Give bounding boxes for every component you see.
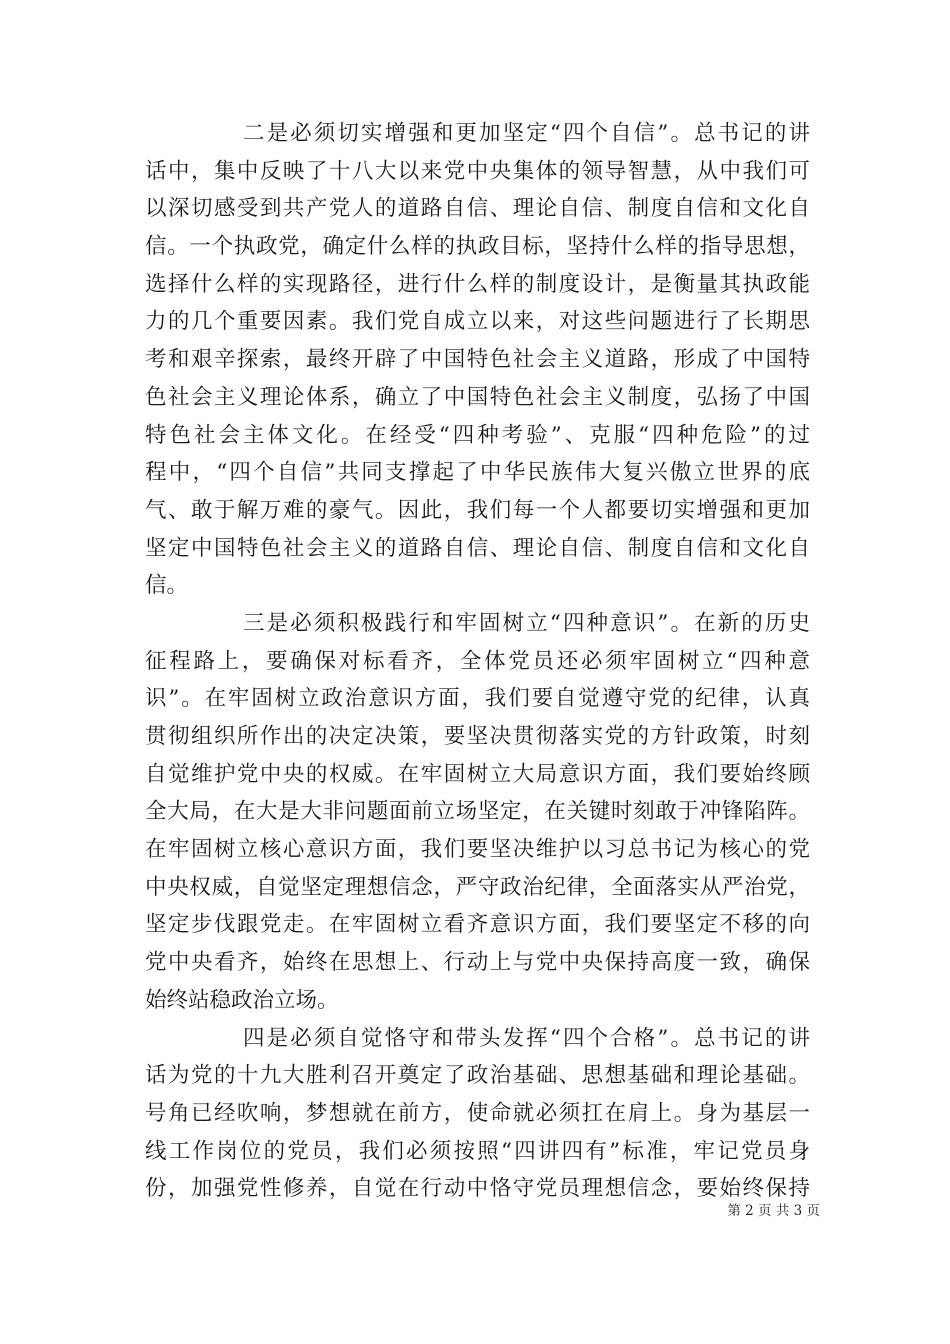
paragraph-list [145, 115, 810, 1208]
text-line: 中央权威，自觉坚定理想信念，严守政治纪律，全面落实从严治党， [145, 874, 810, 900]
text-line: 信。 [145, 573, 189, 599]
text-line: 特色社会主体文化。在经受“四种考验”、克服“四种危险”的过 [145, 422, 810, 448]
paragraph-two [145, 115, 810, 605]
text-line: 号角已经吹响，梦想就在前方，使命就必须扛在肩上。身为基层一 [145, 1100, 810, 1126]
text-line: 三是必须积极践行和牢固树立“四种意识”。在新的历史 [243, 610, 810, 636]
text-line: 色社会主义理论体系，确立了中国特色社会主义制度，弘扬了中国 [145, 384, 810, 410]
text-line: 以深切感受到共产党人的道路自信、理论自信、制度自信和文化自 [145, 196, 810, 222]
text-line: 四是必须自觉恪守和带头发挥“四个合格”。总书记的讲 [243, 1025, 810, 1051]
text-line: 气、敢于解万难的豪气。因此，我们每一个人都要切实增强和更加 [145, 497, 810, 523]
text-line: 在牢固树立核心意识方面，我们要坚决维护以习总书记为核心的党 [145, 837, 810, 863]
paragraph-three [145, 605, 810, 1020]
text-line: 自觉维护党中央的权威。在牢固树立大局意识方面，我们要始终顾 [145, 761, 810, 787]
text-line: 始终站稳政治立场。 [145, 987, 339, 1013]
paragraph-four [145, 1020, 810, 1208]
text-line: 份，加强党性修养，自觉在行动中恪守党员理想信念，要始终保持 [145, 1176, 810, 1202]
page-number-footer: 第 2 页 共 3 页 [727, 1203, 820, 1219]
text-line: 线工作岗位的党员，我们必须按照“四讲四有”标准，牢记党员身 [145, 1138, 810, 1164]
text-line: 二是必须切实增强和更加坚定“四个自信”。总书记的讲 [243, 121, 810, 146]
text-line: 选择什么样的实现路径，进行什么样的制度设计，是衡量其执政能 [145, 271, 810, 297]
text-line: 考和艰辛探索，最终开辟了中国特色社会主义道路，形成了中国特 [145, 347, 810, 373]
text-line: 话中，集中反映了十八大以来党中央集体的领导智慧，从中我们可 [145, 158, 810, 184]
text-line: 识”。在牢固树立政治意识方面，我们要自觉遵守党的纪律，认真 [145, 686, 810, 712]
text-line: 坚定步伐跟党走。在牢固树立看齐意识方面，我们要坚定不移的向 [145, 912, 810, 938]
text-line: 征程路上，要确保对标看齐，全体党员还必须牢固树立“四种意 [145, 648, 810, 674]
text-line: 话为党的十九大胜利召开奠定了政治基础、思想基础和理论基础。 [145, 1063, 810, 1089]
text-line: 全大局，在大是大非问题面前立场坚定，在关键时刻敢于冲锋陷阵。 [145, 799, 810, 825]
text-line: 坚定中国特色社会主义的道路自信、理论自信、制度自信和文化自 [145, 535, 810, 561]
document-body [145, 115, 810, 1208]
text-line: 力的几个重要因素。我们党自成立以来，对这些问题进行了长期思 [145, 309, 810, 335]
text-line: 贯彻组织所作出的决定决策，要坚决贯彻落实党的方针政策，时刻 [145, 724, 810, 749]
text-line: 党中央看齐，始终在思想上、行动上与党中央保持高度一致，确保 [145, 950, 810, 976]
text-line: 程中，“四个自信”共同支撑起了中华民族伟大复兴傲立世界的底 [145, 460, 810, 486]
text-line: 信。一个执政党，确定什么样的执政目标，坚持什么样的指导思想， [145, 234, 810, 260]
